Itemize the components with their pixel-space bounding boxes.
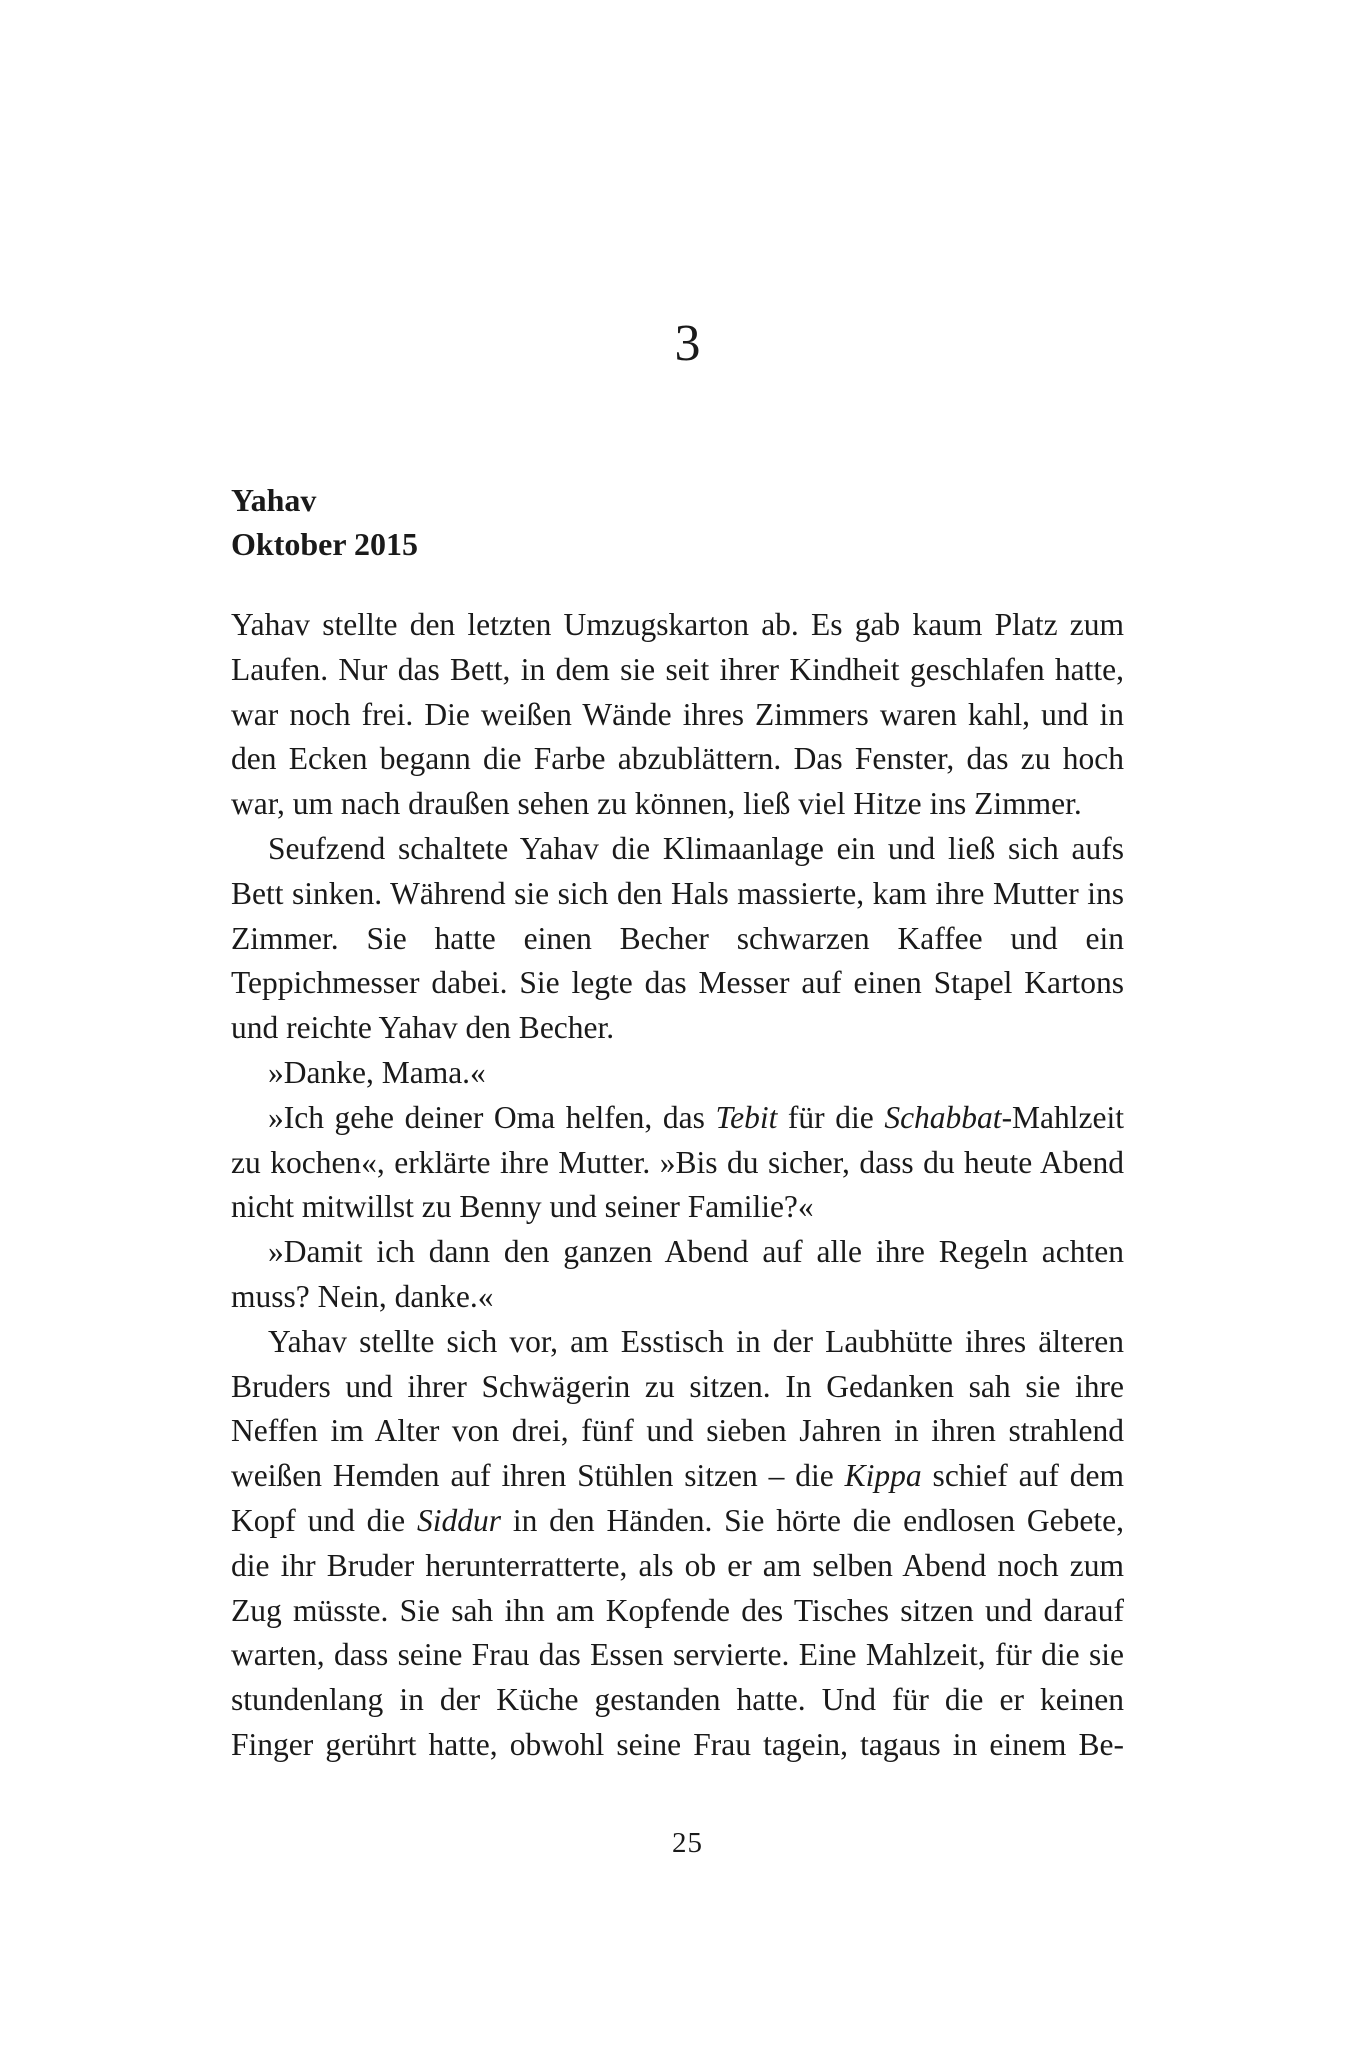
body-text bbox=[231, 603, 1124, 1768]
paragraph bbox=[231, 1320, 1124, 1768]
paragraph: Yahav stellte den letzten Umzugskarton ab. Es gab kaum Platz zum Laufen. Nur das Bett, in dem sie seit ihrer Kindheit geschlafen hatte, war noch frei. Die weißen Wände ihres Zimmers waren kahl, und in den Ecken begann die Farbe abzublättern. Das Fenster, das zu hoch war, um nach draußen sehen zu können, ließ viel Hitze ins Zimmer. bbox=[231, 607, 1124, 822]
italic-term: Siddur bbox=[416, 1502, 501, 1538]
chapter-number: 3 bbox=[674, 315, 701, 372]
paragraph: Seufzend schaltete Yahav die Klimaanlage ein und ließ sich aufs Bett sinken. Während sie sich den Hals massierte, kam ihre Mutter ins Zimmer. Sie hatte einen Becher schwarzen Kaffee und ein Teppichmesser dabei. Sie legte das Messer auf einen Stapel Kartons und reichte Yahav den Becher. bbox=[231, 830, 1124, 1046]
italic-term: Kippa bbox=[844, 1458, 922, 1494]
text-run: schief auf dem Kopf und die bbox=[231, 1458, 1124, 1538]
italic-term: Tebit bbox=[715, 1099, 778, 1135]
paragraph bbox=[231, 1096, 1124, 1230]
chapter-heading bbox=[231, 478, 1131, 566]
italic-term: Schabbat bbox=[884, 1099, 1002, 1135]
chapter-heading-name: Yahav bbox=[231, 482, 317, 518]
paragraph: »Damit ich dann den ganzen Abend auf alle ihre Regeln achten muss? Nein, danke.« bbox=[231, 1234, 1124, 1314]
chapter-heading-date: Oktober 2015 bbox=[231, 526, 418, 562]
text-run: in den Händen. Sie hörte die endlosen Gebete, die ihr Bruder herunterratterte, als ob er am selben Abend noch zum Zug müsste. Sie sah ihn am Kopfende des Tisches sitzen und darauf warten, dass seine Frau das Essen servierte. Eine Mahlzeit, für die sie stundenlang in der Küche gestanden hatte. Und für die er keinen Finger gerührt hatte, obwohl seine Frau tagein, tagaus in einem Be- bbox=[231, 1502, 1124, 1762]
text-run: »Ich gehe deiner Oma helfen, das bbox=[268, 1099, 716, 1135]
page-number: 25 bbox=[672, 1827, 703, 1859]
paragraph: »Danke, Mama.« bbox=[268, 1054, 486, 1090]
text-run: Yahav stellte sich vor, am Esstisch in der Laubhütte ihres älteren Bruders und ihrer Schwägerin zu sitzen. In Gedanken sah sie ihre Neffen im Alter von drei, fünf und sieben Jahren in ihren strahlend weißen Hemden auf ihren Stühlen sitzen – die bbox=[231, 1323, 1124, 1494]
text-run: für die bbox=[777, 1099, 885, 1135]
text-run: -Mahlzeit zu kochen«, erklärte ihre Mutter. »Bis du sicher, dass du heute Abend nicht mitwillst zu Benny und seiner Familie?« bbox=[231, 1099, 1125, 1225]
